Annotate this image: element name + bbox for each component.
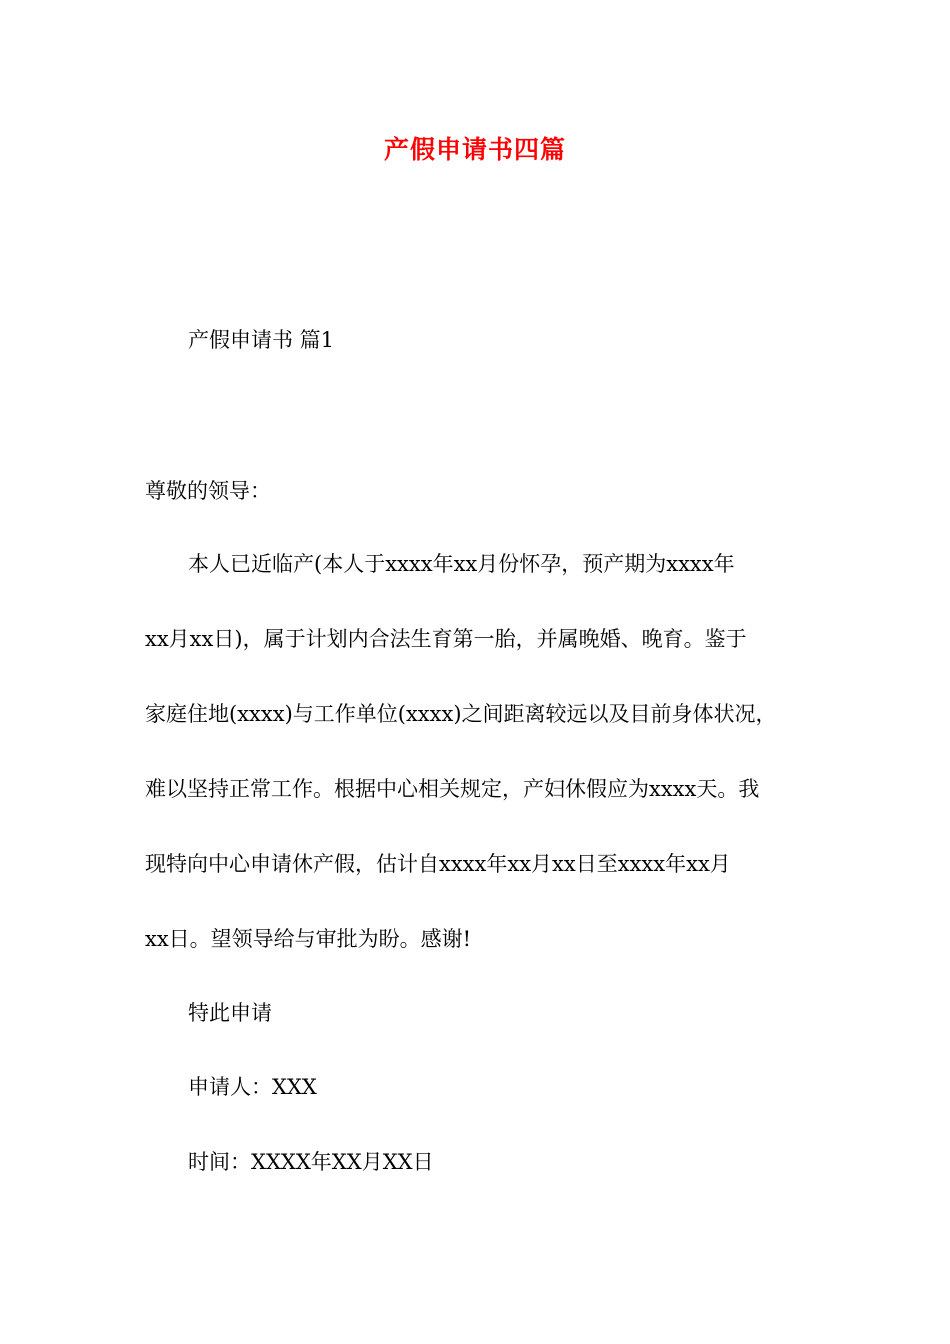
document-title: 产假申请书四篇	[383, 135, 566, 164]
closing-text: 特此申请	[188, 1001, 272, 1025]
body-line-2: xx月xx日)，属于计划内合法生育第一胎，并属晚婚、晚育。鉴于	[145, 627, 747, 651]
body-line-4: 难以坚持正常工作。根据中心相关规定，产妇休假应为xxxx天。我	[145, 777, 760, 801]
applicant-line: 申请人：XXX	[188, 1075, 317, 1099]
salutation: 尊敬的领导：	[145, 479, 271, 503]
body-line-6: xx日。望领导给与审批为盼。感谢!	[145, 927, 472, 951]
body-line-5: 现特向中心申请休产假，估计自xxxx年xx月xx日至xxxx年xx月	[145, 852, 731, 876]
body-line-1: 本人已近临产(本人于xxxx年xx月份怀孕，预产期为xxxx年	[188, 552, 735, 576]
section-heading: 产假申请书 篇1	[188, 328, 335, 352]
body-line-3: 家庭住地(xxxx)与工作单位(xxxx)之间距离较远以及目前身体状况，	[145, 702, 777, 726]
date-line: 时间：XXXX年XX月XX日	[188, 1150, 434, 1174]
